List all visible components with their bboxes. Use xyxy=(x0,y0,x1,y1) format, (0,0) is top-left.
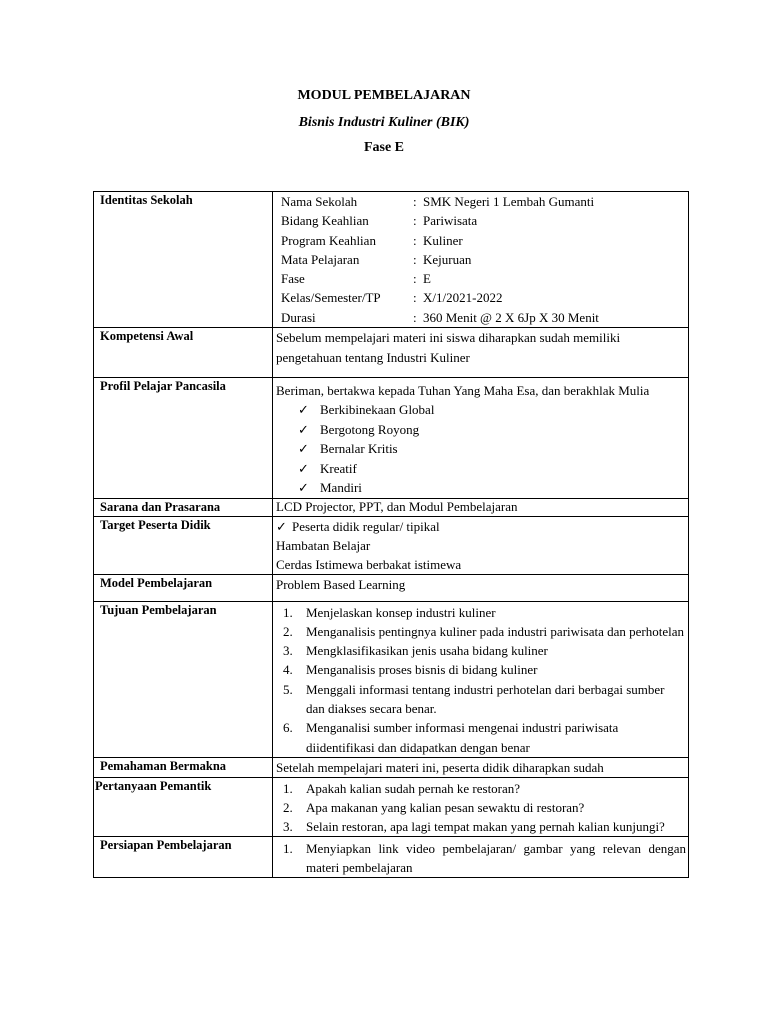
item-number: 6. xyxy=(283,720,293,736)
profil-cell xyxy=(273,378,689,499)
row-label: Profil Pelajar Pancasila xyxy=(94,378,273,499)
identitas-row xyxy=(281,308,599,327)
row-target xyxy=(94,516,689,574)
list-item xyxy=(298,439,686,459)
identitas-value: Kejuruan xyxy=(423,251,472,267)
row-label: Tujuan Pembelajaran xyxy=(94,601,273,757)
list-item-text: Berkibinekaan Global xyxy=(320,402,435,418)
list-item-text: Menganalisis proses bisnis di bidang kuliner xyxy=(306,662,538,678)
target-line: Cerdas Istimewa berbakat istimewa xyxy=(276,556,462,572)
list-item-text: Apakah kalian sudah pernah ke restoran? xyxy=(306,780,521,796)
list-item xyxy=(298,420,686,440)
list-item xyxy=(283,641,686,660)
list-item xyxy=(283,718,686,757)
identitas-key: Kelas/Semester/TP xyxy=(281,290,381,306)
list-item xyxy=(283,622,686,641)
target-cell xyxy=(273,516,689,574)
target-line: Hambatan Belajar xyxy=(276,537,371,553)
row-profil xyxy=(94,378,689,499)
identitas-sep: : xyxy=(413,251,417,267)
target-text: Peserta didik regular/ tipikal xyxy=(292,518,440,534)
list-item xyxy=(283,603,686,622)
list-item xyxy=(283,839,686,877)
identitas-sep: : xyxy=(413,213,417,229)
sarana-text: LCD Projector, PPT, dan Modul Pembelajaran xyxy=(273,498,689,516)
identitas-sep: : xyxy=(413,309,417,325)
model-text: Problem Based Learning xyxy=(273,574,689,601)
item-number: 5. xyxy=(283,681,293,697)
list-item-text: Selain restoran, apa lagi tempat makan yang pernah kalian kunjungi? xyxy=(306,818,665,834)
document-phase: Fase E xyxy=(363,140,405,155)
modul-table xyxy=(93,191,689,878)
persiapan-cell xyxy=(273,836,689,877)
persiapan-list xyxy=(276,839,686,877)
identitas-row xyxy=(281,231,599,250)
check-icon: ✓ xyxy=(298,402,309,418)
list-item-text: Mandiri xyxy=(320,480,362,496)
list-item xyxy=(283,680,686,719)
kompetensi-text: Sebelum mempelajari materi ini siswa diharapkan sudah memiliki pengetahuan tentang Industri Kuliner xyxy=(273,328,689,378)
pertanyaan-list xyxy=(276,779,686,836)
list-item-text: Bergotong Royong xyxy=(320,421,420,437)
identitas-key: Mata Pelajaran xyxy=(281,251,360,267)
identitas-key: Durasi xyxy=(281,309,316,325)
list-item-text: Menjelaskan konsep industri kuliner xyxy=(306,604,496,620)
pemahaman-text: Setelah mempelajari materi ini, peserta didik diharapkan sudah xyxy=(273,757,689,777)
item-number: 2. xyxy=(283,799,293,815)
item-number: 3. xyxy=(283,643,293,659)
item-number: 4. xyxy=(283,662,293,678)
list-item-text: Kreatif xyxy=(320,460,357,476)
list-item-text: Bernalar Kritis xyxy=(320,441,398,457)
list-item xyxy=(283,660,686,679)
check-icon: ✓ xyxy=(298,441,309,457)
document-title: MODUL PEMBELAJARAN xyxy=(297,88,471,103)
row-model xyxy=(94,574,689,601)
row-tujuan xyxy=(94,601,689,757)
row-kompetensi xyxy=(94,328,689,378)
pertanyaan-cell xyxy=(273,777,689,836)
list-item xyxy=(283,779,686,798)
list-item xyxy=(283,817,686,836)
list-item-text: Menyiapkan link video pembelajaran/ gambar yang relevan dengan materi pembelajaran xyxy=(306,840,686,875)
row-label: Pemahaman Bermakna xyxy=(94,757,273,777)
list-item xyxy=(298,478,686,498)
row-label: Kompetensi Awal xyxy=(94,328,273,378)
profil-intro: Beriman, bertakwa kepada Tuhan Yang Maha Esa, dan berakhlak Mulia xyxy=(276,383,650,399)
identitas-value: SMK Negeri 1 Lembah Gumanti xyxy=(423,194,595,209)
item-number: 1. xyxy=(283,840,293,856)
tujuan-list xyxy=(276,603,686,757)
row-label: Pertanyaan Pemantik xyxy=(94,777,273,836)
profil-list xyxy=(276,400,686,498)
identitas-sep: : xyxy=(413,271,417,287)
list-item xyxy=(283,798,686,817)
target-line xyxy=(276,517,686,536)
tujuan-cell xyxy=(273,601,689,757)
item-number: 1. xyxy=(283,780,293,796)
identitas-row xyxy=(281,288,599,307)
identitas-row xyxy=(281,211,599,230)
item-number: 2. xyxy=(283,623,293,639)
row-label: Identitas Sekolah xyxy=(94,192,273,328)
identitas-key: Nama Sekolah xyxy=(281,194,358,209)
list-item xyxy=(298,400,686,420)
check-icon: ✓ xyxy=(276,518,287,534)
check-icon: ✓ xyxy=(298,421,309,437)
row-label: Sarana dan Prasarana xyxy=(94,498,273,516)
identitas-value: E xyxy=(423,271,431,287)
row-persiapan xyxy=(94,836,689,877)
identitas-value: Pariwisata xyxy=(423,213,478,229)
list-item-text: Menggali informasi tentang industri perhotelan dari berbagai sumber dan diakses secara benar. xyxy=(306,681,665,717)
row-sarana xyxy=(94,498,689,516)
list-item xyxy=(298,459,686,479)
row-label: Persiapan Pembelajaran xyxy=(94,836,273,877)
identitas-row xyxy=(281,250,599,269)
identitas-row xyxy=(281,269,599,288)
identitas-table xyxy=(281,192,599,327)
list-item-text: Menganalisis pentingnya kuliner pada industri pariwisata dan perhotelan xyxy=(306,623,684,639)
item-number: 3. xyxy=(283,818,293,834)
identitas-key: Program Keahlian xyxy=(281,232,376,248)
identitas-sep: : xyxy=(413,232,417,248)
identitas-key: Bidang Keahlian xyxy=(281,213,369,229)
list-item-text: Apa makanan yang kalian pesan sewaktu di restoran? xyxy=(306,799,585,815)
row-pertanyaan xyxy=(94,777,689,836)
row-label: Model Pembelajaran xyxy=(94,574,273,601)
item-number: 1. xyxy=(283,604,293,620)
check-icon: ✓ xyxy=(298,460,309,476)
check-icon: ✓ xyxy=(298,480,309,496)
identitas-sep: : xyxy=(413,194,417,209)
identitas-sep: : xyxy=(413,290,417,306)
row-pemahaman xyxy=(94,757,689,777)
identitas-value: 360 Menit @ 2 X 6Jp X 30 Menit xyxy=(423,309,599,325)
list-item-text: Mengklasifikasikan jenis usaha bidang kuliner xyxy=(306,643,548,659)
row-label: Target Peserta Didik xyxy=(94,516,273,574)
identitas-key: Fase xyxy=(281,271,305,287)
document-subject: Bisnis Industri Kuliner (BIK) xyxy=(298,115,470,130)
list-item-text: Menganalisi sumber informasi mengenai industri pariwisata diidentifikasi dan didapatkan dengan benar xyxy=(306,720,619,755)
identitas-row xyxy=(281,192,599,211)
row-identitas xyxy=(94,192,689,328)
identitas-value: X/1/2021-2022 xyxy=(423,290,503,306)
identitas-value: Kuliner xyxy=(423,232,463,248)
identitas-cell xyxy=(273,192,689,328)
